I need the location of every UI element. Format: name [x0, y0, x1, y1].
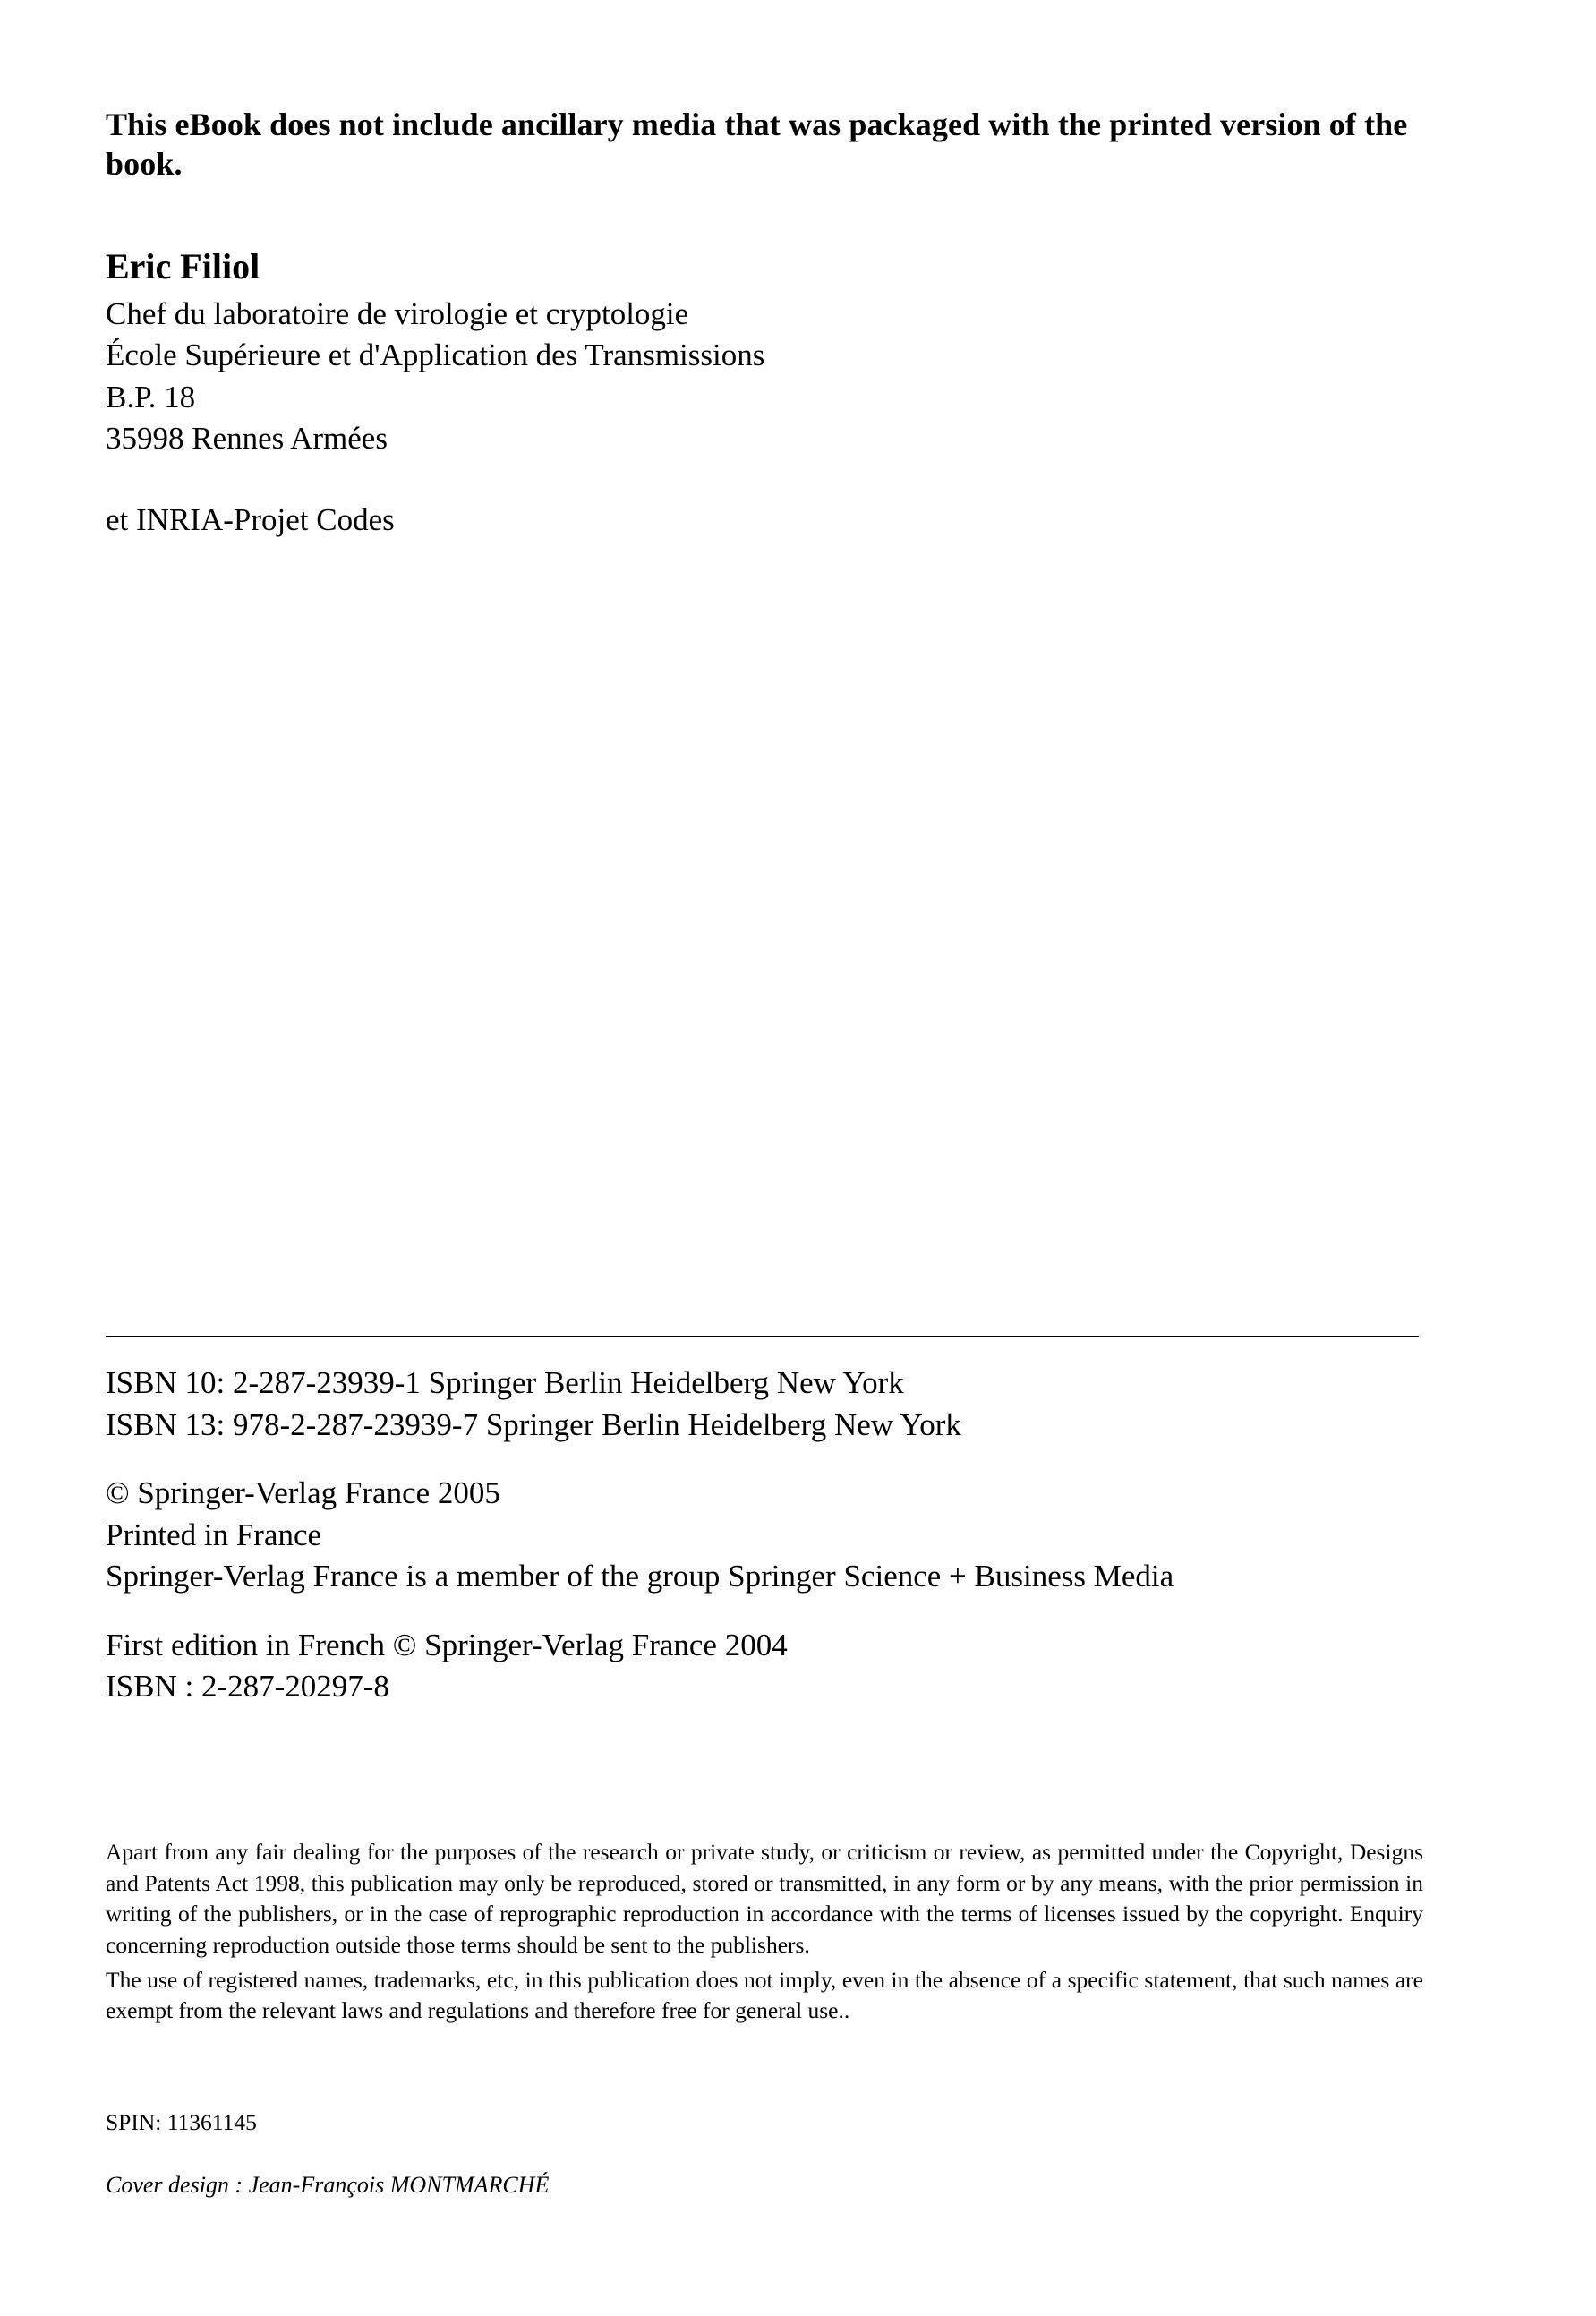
author-name: Eric Filiol — [106, 245, 260, 286]
author-address-line-1: B.P. 18 — [106, 379, 196, 414]
printed-in-line: Printed in France — [106, 1517, 322, 1552]
isbn-10-line: ISBN 10: 2-287-23939-1 Springer Berlin Heidelberg New York — [106, 1365, 904, 1400]
copyright-line: © Springer-Verlag France 2005 — [106, 1475, 500, 1511]
spin-number: SPIN: 11361145 — [106, 2109, 257, 2135]
publisher-group-line: Springer-Verlag France is a member of the group Springer Science + Business Media — [106, 1559, 1174, 1594]
author-affiliation-line-2: École Supérieure et d'Application des Transmissions — [106, 338, 765, 373]
first-edition-isbn-line: ISBN : 2-287-20297-8 — [106, 1669, 389, 1705]
isbn-13-line: ISBN 13: 978-2-287-23939-7 Springer Berlin Heidelberg New York — [106, 1406, 961, 1442]
imprint-spacer-1 — [106, 1446, 1439, 1473]
legal-notice-block — [106, 1837, 1423, 2027]
author-block — [106, 245, 1439, 542]
author-affiliation-line-1: Chef du laboratoire de virologie et cryptologie — [106, 295, 689, 331]
author-secondary-affiliation: et INRIA-Projet Codes — [106, 502, 395, 537]
legal-paragraph-trademarks: The use of registered names, trademarks, etc, in this publication does not imply, even in the absence of a specific statement, that such names are exempt from the relevant laws and regulations and therefore free for general use.. — [106, 1966, 1423, 2024]
author-address-line-2: 35998 Rennes Armées — [106, 421, 388, 457]
horizontal-divider — [106, 1336, 1419, 1337]
imprint-block — [106, 1363, 1439, 1708]
legal-paragraph-copyright: Apart from any fair dealing for the purposes of the research or private study, or criticism or review, as permitted under the Copyright, Designs and Patents Act 1998, this publication may only be reproduced, stored or transmitted, in any form or by any means, with the prior permission in writing of the publishers, or in the case of reprographic reproduction in accordance with the terms of licenses issued by the copyright. Enquiry concerning reproduction outside those terms should be sent to the publishers. — [106, 1839, 1423, 1959]
page-content — [106, 106, 1439, 542]
ebook-notice: This eBook does not include ancillary media that was packaged with the printed version of the book. — [106, 107, 1408, 182]
cover-design-credit: Cover design : Jean-François MONTMARCHÉ — [106, 2172, 550, 2198]
first-edition-line: First edition in French © Springer-Verlag France 2004 — [106, 1627, 788, 1662]
author-spacer — [106, 460, 1439, 500]
imprint-spacer-2 — [106, 1598, 1439, 1625]
